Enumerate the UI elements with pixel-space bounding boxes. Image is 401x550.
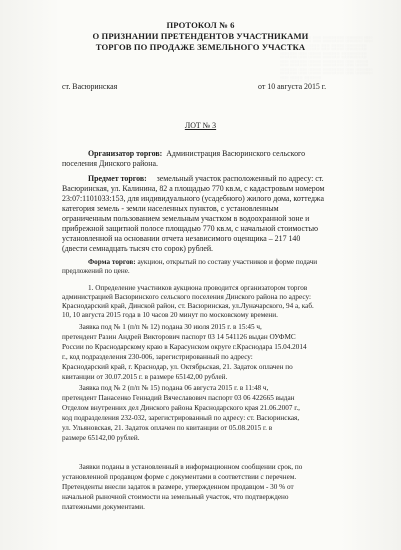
application-1-line: России по Краснодарскому краю в Карасунском округе г.Краснодара 15.04.2014 bbox=[62, 343, 307, 351]
protocol-subtitle-line1: О ПРИЗНАНИИ ПРЕТЕНДЕНТОВ УЧАСТНИКАМИ bbox=[92, 31, 309, 41]
lot-number: ЛОТ № 3 bbox=[184, 121, 217, 130]
bleed-through-text: ░░░ ░░░░ ░░ ░░░░░ ░░░░ ░░ ░░░░ ░░░░░ ░░ ░░░ ░░░░░ ░░░░ ░░ ░░░ ░░░░ ░░░░░░ ░░ ░░░░ ░░░ ░░░░░ ░░ ░░░ ░░░░ ░░ ░░░ ░░░░░ ░░ ░░░░ ░░ ░░░ ░░░░ bbox=[280, 37, 373, 83]
place: ст. Васюринская bbox=[62, 82, 118, 91]
form-text: аукцион, открытый по составу участников и форме подачи bbox=[137, 258, 318, 266]
protocol-date: от 10 августа 2015 г. bbox=[258, 82, 327, 91]
subject-line: 23:07:1101033:153, для индивидуального (усадебного) жилого дома, коттеджа bbox=[62, 194, 324, 203]
form-label: Форма торгов: bbox=[88, 258, 136, 266]
application-1-line: Заявка под № 1 (п/п № 12) подана 30 июля 2015 г. в 15:45 ч, bbox=[79, 323, 262, 331]
application-2-line: ул. Ульяновская, 21. Задаток оплачен по квитанции от 05.08.2015 г. в bbox=[62, 424, 273, 432]
application-2-line: размере 65142,00 рублей. bbox=[62, 434, 140, 442]
subject-line: (двести семнадцать тысяч сто сорок) рублей. bbox=[62, 244, 214, 253]
paragraph-1-line: 1. Определение участников аукциона проводится организатором торгов bbox=[88, 284, 308, 292]
final-paragraph-line: Заявки поданы в установленный в информационном сообщении срок, по bbox=[79, 463, 303, 471]
application-1-line: квитанции от 30.07.2015 г. в размере 65142,00 рублей. bbox=[62, 373, 228, 381]
final-paragraph-line: установленной продавцом форме с документами в соответствии с перечнем. bbox=[62, 473, 297, 481]
final-paragraph-line: Претенденты внесли задаток в размере, утвержденном продавцом - 30 % от bbox=[62, 483, 294, 491]
paragraph-1-line: 10, 10 августа 2015 года в 10 часов 20 минут по московскому времени. bbox=[62, 311, 278, 319]
organizer-paragraph bbox=[88, 149, 305, 158]
paragraph-1-line: администрацией Васюринского сельского поселения Динского района по адресу: bbox=[62, 293, 311, 301]
application-1-line: претендент Разин Андрей Викторович паспорт 03 14 541126 выдан ОУФМС bbox=[62, 333, 296, 341]
organizer-text: Администрация Васюринского сельского bbox=[166, 149, 306, 158]
subject-line: ограниченным пользованием земельным участком в водоохранной зоне и bbox=[62, 214, 310, 223]
application-2-line: Заявка под № 2 (п/п № 15) подана 06 августа 2015 г. в 11:48 ч, bbox=[79, 384, 269, 392]
subject-line: установленной на основании отчета независимого оценщика – 217 140 bbox=[62, 234, 301, 243]
protocol-title: ПРОТОКОЛ № 6 bbox=[166, 20, 235, 30]
form-paragraph bbox=[88, 258, 317, 266]
subject-line: Васюринская, ул. Калинина, 82 а площадью 770 кв.м, с кадастровым номером bbox=[62, 184, 325, 193]
organizer-text-cont: поселения Динского района. bbox=[62, 159, 158, 168]
final-paragraph-line: начальной рыночной стоимости на земельный участок, что подтверждено bbox=[62, 493, 289, 501]
application-1-line: Краснодарский край, г. Краснодар, ул. Октябрьская, 21. Задаток оплачен по bbox=[62, 363, 293, 371]
application-1-line: г., код подразделения 230-006, зарегистрированный по адресу: bbox=[62, 353, 253, 361]
application-2-line: Отделом внутренних дел Динского района Краснодарского края 21.06.2007 г., bbox=[62, 404, 300, 412]
subject-line: прибрежной защитной полосе площадью 770 кв.м, с начальной стоимостью bbox=[62, 224, 318, 233]
final-paragraph-line: платежными документами. bbox=[62, 503, 145, 511]
form-text-cont: предложений по цене. bbox=[62, 267, 130, 275]
subject-label: Предмет торгов: bbox=[88, 174, 147, 183]
subject-paragraph bbox=[88, 174, 324, 183]
application-2-line: претендент Панасенко Геннадий Вячеславович паспорт 03 06 422665 выдан bbox=[62, 394, 295, 402]
paragraph-1-line: Краснодарский край, Динской район, ст. Васюринская, ул.Луначарского, 94 а, каб. bbox=[62, 302, 314, 310]
subject-line: категория земель - земли населенных пунктов, с установленным bbox=[62, 204, 279, 213]
subject-line: земельный участок расположенный по адресу: ст. bbox=[156, 174, 324, 183]
application-2-line: код подразделения 232-032, зарегистрированный по адресу: ст. Васюринская, bbox=[62, 414, 300, 422]
protocol-subtitle-line2: ТОРГОВ ПО ПРОДАЖЕ ЗЕМЕЛЬНОГО УЧАСТКА bbox=[95, 42, 306, 52]
organizer-label: Организатор торгов: bbox=[88, 149, 163, 158]
